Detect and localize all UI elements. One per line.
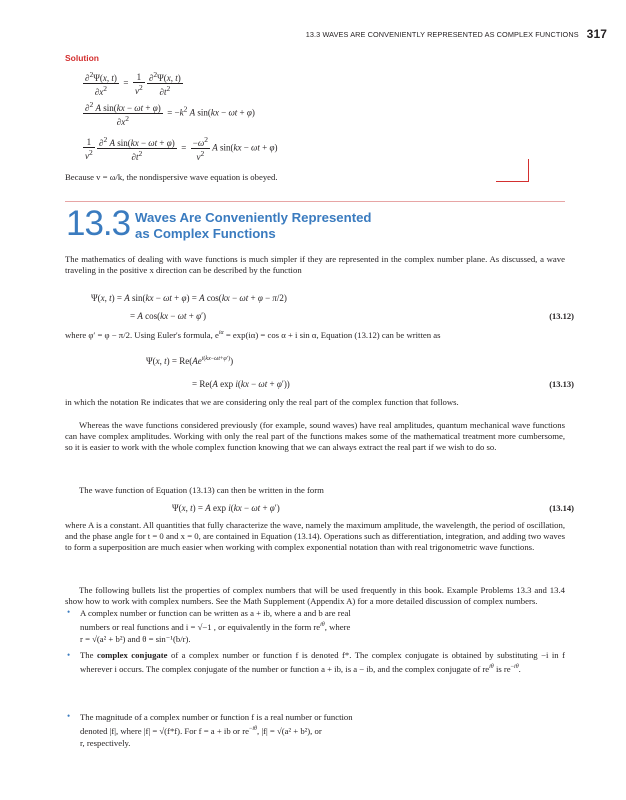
- equation-number-13-12: (13.12): [549, 311, 574, 321]
- bullet-2: The complex conjugate of a complex number or function f is denoted f*. The complex conjugate is obtained by substituting −i in f wherever i occurs. The complex conjugate of the number or function a + ib, is a − ib, and the complex conjugate of $re^{i\theta}$ is $re^{-i\theta}$.: [80, 650, 565, 674]
- paragraph-2: where φ′ = φ − π/2. Using Euler's formula, $e^{i\alpha} = \exp(i\alpha) = \cos \alpha + i$ sin α, Equation (13.12) can be written as: [65, 329, 441, 340]
- solution-equation-2: $\frac{\partial^2 A \sin(kx - \omega t + \varphi)}{\partial x^2}$ = $-k^2$ A sin(kx − ωt + φ): [85, 100, 255, 127]
- solution-equation-3: $\frac{1}{v^2}$ $\frac{\partial^2 A \sin(kx - \omega t + \varphi)}{\partial t^2}$ = $\frac{-\omega^2}{v^2}$ A sin(kx − ωt + φ): [85, 135, 278, 162]
- bullet-marker-3: •: [67, 711, 71, 721]
- bullet-3-line-2: denoted |f|, where |f| = √(f*f). For f = a + ib or $re^{-i\theta}$, |f| = √(a² + b²), or: [80, 726, 322, 737]
- section-title-line-1: Waves Are Conveniently Represented: [135, 210, 372, 225]
- section-title-line-2: as Complex Functions: [135, 226, 276, 241]
- section-title: [135, 210, 371, 242]
- solution-closing: Because v = ω/k, the nondispersive wave equation is obeyed.: [65, 172, 278, 182]
- equation-13-13-line-1: Ψ(x, $t) = Re(Ae^{i(kx-\omega t+\varphi')})$: [146, 356, 234, 366]
- paragraph-7: The following bullets list the properties of complex numbers that will be used frequently in this book. Example Problems 13.3 and 13.4 show how to work with complex numbers. See the Math Supplement (Appendix A) for a more detailed discussion of complex numbers.: [65, 585, 565, 607]
- bullet-1-line-1: A complex number or function can be written as a + ib, where a and b are real: [80, 608, 351, 618]
- paragraph-4: Whereas the wave functions considered previously (for example, sound waves) have real amplitudes, quantum mechanical wave functions can have complex amplitudes. Working with only the real part of the functions makes some of the mathematical treatment more cumbersome, so it is easier to work with the whole complex function knowing that we can always extract the real part if we wish to do so.: [65, 420, 565, 453]
- bullet-3-line-1: The magnitude of a complex number or function f is a real number or function: [80, 712, 353, 722]
- equation-number-13-13: (13.13): [549, 379, 574, 389]
- paragraph-1: The mathematics of dealing with wave functions is much simpler if they are represented in the complex number plane. As discussed, a wave traveling in the positive x direction can be described by the function: [65, 254, 565, 276]
- page-number: 317: [586, 27, 607, 41]
- equation-13-12-line-2: = A cos(kx − ωt + φ′): [130, 311, 207, 321]
- end-of-solution-mark-base: [496, 181, 513, 182]
- equation-13-13-line-2: = Re(A exp i(kx − ωt + φ′)): [192, 379, 290, 389]
- paragraph-5: The wave function of Equation (13.13) can then be written in the form: [79, 485, 324, 495]
- bullet-1-line-3: r = √(a² + b²) and θ = sin⁻¹(b/r).: [80, 634, 191, 645]
- equation-13-14: Ψ(x, t) = A exp i(kx − ωt + φ′): [172, 503, 280, 513]
- paragraph-6: where A is a constant. All quantities that fully characterize the wave, namely the maximum amplitude, the wavelength, the period of oscillation, and the phase angle for t = 0 and x = 0, are contained in Equation (13.14). Operations such as differentiation, integration, and adding two waves to form a superposition are much easier when working with complex exponential notation than with real trigonometric wave functions.: [65, 520, 565, 553]
- equation-number-13-14: (13.14): [549, 503, 574, 513]
- running-title: 13.3 WAVES ARE CONVENIENTLY REPRESENTED AS COMPLEX FUNCTIONS: [305, 30, 579, 39]
- solution-label: Solution: [65, 53, 99, 63]
- bullet-1-line-2: numbers or real functions and i = √−1 , or equivalently in the form $re^{i\theta}$, where: [80, 622, 351, 633]
- bullet-1: [80, 607, 565, 646]
- solution-equation-1: $\frac{\partial^2\Psi(x, t)}{\partial x^2}$ = $\frac{1}{v^2}$ $\frac{\partial^2\Psi(x, t)}{\partial t^2}$: [85, 70, 181, 97]
- running-header: [306, 27, 607, 41]
- bullet-3-line-3: r, respectively.: [80, 738, 131, 749]
- section-rule: [65, 201, 565, 202]
- bullet-marker-2: •: [67, 650, 71, 660]
- end-of-solution-mark: [512, 159, 529, 182]
- bullet-marker-1: •: [67, 607, 71, 617]
- bullet-3: [80, 711, 565, 750]
- section-number: 13.3: [66, 204, 131, 243]
- equation-13-12-line-1: Ψ(x, t) = A sin(kx − ωt + φ) = A cos(kx − ωt + φ − π/2): [91, 293, 287, 303]
- paragraph-3: in which the notation Re indicates that we are considering only the real part of the complex function that follows.: [65, 397, 459, 407]
